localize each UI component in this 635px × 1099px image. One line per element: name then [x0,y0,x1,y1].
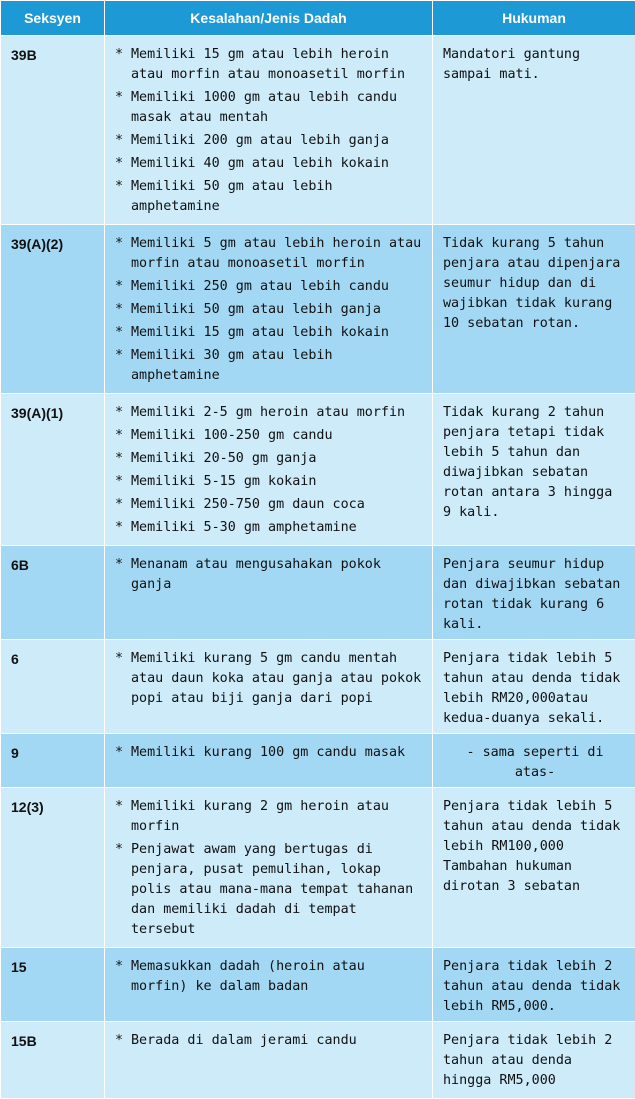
table-row [1,948,635,1022]
offense-item: * Memiliki kurang 2 gm heroin atau morfin [113,797,424,837]
header-penalty: Hukuman [433,1,635,36]
offense-item: * Memiliki 15 gm atau lebih heroin atau morfin atau monoasetil morfin [113,45,424,85]
table-row [1,225,635,394]
offense-item: * Menanam atau mengusahakan pokok ganja [113,555,424,595]
offense-item: * Memiliki 5 gm atau lebih heroin atau morfin atau monoasetil morfin [113,234,424,274]
offense-item: * Memiliki kurang 5 gm candu mentah atau daun koka atau ganja atau pokok popi atau biji ganja dari popi [113,649,424,709]
offense-list [113,649,424,709]
offense-item: * Memiliki 200 gm atau lebih ganja [113,131,424,151]
offense-item: * Memiliki 250-750 gm daun coca [113,495,424,515]
section-cell: 12(3) [1,788,105,948]
penalty-cell: Tidak kurang 5 tahun penjara atau dipenjara seumur hidup dan di wajibkan tidak kurang 10 sebatan rotan. [433,225,635,394]
offense-list [113,234,424,386]
offense-cell [105,734,433,788]
offense-item: * Memiliki 50 gm atau lebih ganja [113,300,424,320]
offense-cell [105,36,433,225]
header-row [1,1,635,36]
header-section: Seksyen [1,1,105,36]
offense-item: * Memiliki kurang 100 gm candu masak [113,743,424,763]
offense-list [113,957,424,997]
table-row [1,394,635,546]
offense-item: * Berada di dalam jerami candu [113,1031,424,1051]
offense-item: * Memiliki 5-15 gm kokain [113,472,424,492]
offense-list [113,403,424,538]
offense-item: * Memiliki 100-250 gm candu [113,426,424,446]
offense-cell [105,546,433,640]
table-row [1,1022,635,1099]
offense-list [113,555,424,595]
table-row [1,640,635,734]
section-cell: 39(A)(1) [1,394,105,546]
section-cell: 15 [1,948,105,1022]
offense-item: * Memiliki 50 gm atau lebih amphetamine [113,177,424,217]
penalty-cell: Penjara tidak lebih 2 tahun atau denda hingga RM5,000 [433,1022,635,1099]
table-row [1,546,635,640]
offense-item: * Memiliki 250 gm atau lebih candu [113,277,424,297]
penalty-cell: Tidak kurang 2 tahun penjara tetapi tidak lebih 5 tahun dan diwajibkan sebatan rotan antara 3 hingga 9 kali. [433,394,635,546]
section-cell: 6B [1,546,105,640]
offense-list [113,743,424,763]
offense-item: * Penjawat awam yang bertugas di penjara, pusat pemulihan, lokap polis atau mana-mana tempat tahanan dan memiliki dadah di tempat tersebut [113,840,424,940]
offense-item: * Memiliki 5-30 gm amphetamine [113,518,424,538]
offense-cell [105,1022,433,1099]
offense-cell [105,948,433,1022]
section-cell: 6 [1,640,105,734]
section-cell: 39(A)(2) [1,225,105,394]
offense-item: * Memiliki 15 gm atau lebih kokain [113,323,424,343]
penalty-cell: Penjara tidak lebih 2 tahun atau denda tidak lebih RM5,000. [433,948,635,1022]
offense-list [113,1031,424,1051]
offense-item: * Memiliki 1000 gm atau lebih candu masak atau mentah [113,88,424,128]
offense-cell [105,640,433,734]
header-offense: Kesalahan/Jenis Dadah [105,1,433,36]
offense-item: * Memiliki 2-5 gm heroin atau morfin [113,403,424,423]
offense-cell [105,225,433,394]
penalty-cell: Mandatori gantung sampai mati. [433,36,635,225]
penalty-cell: - sama seperti di atas- [433,734,635,788]
offense-item: * Memiliki 40 gm atau lebih kokain [113,154,424,174]
offense-item: * Memasukkan dadah (heroin atau morfin) ke dalam badan [113,957,424,997]
offense-item: * Memiliki 20-50 gm ganja [113,449,424,469]
penalty-cell: Penjara tidak lebih 5 tahun atau denda tidak lebih RM100,000 Tambahan hukuman dirotan 3 sebatan [433,788,635,948]
penalty-cell: Penjara tidak lebih 5 tahun atau denda tidak lebih RM20,000atau kedua-duanya sekali. [433,640,635,734]
section-cell: 15B [1,1022,105,1099]
offense-item: * Memiliki 30 gm atau lebih amphetamine [113,346,424,386]
penalty-cell: Penjara seumur hidup dan diwajibkan sebatan rotan tidak kurang 6 kali. [433,546,635,640]
section-cell: 39B [1,36,105,225]
section-cell: 9 [1,734,105,788]
offense-list [113,45,424,217]
offense-cell [105,788,433,948]
offense-cell [105,394,433,546]
table-row [1,36,635,225]
table-row [1,734,635,788]
table-row [1,788,635,948]
offense-list [113,797,424,940]
